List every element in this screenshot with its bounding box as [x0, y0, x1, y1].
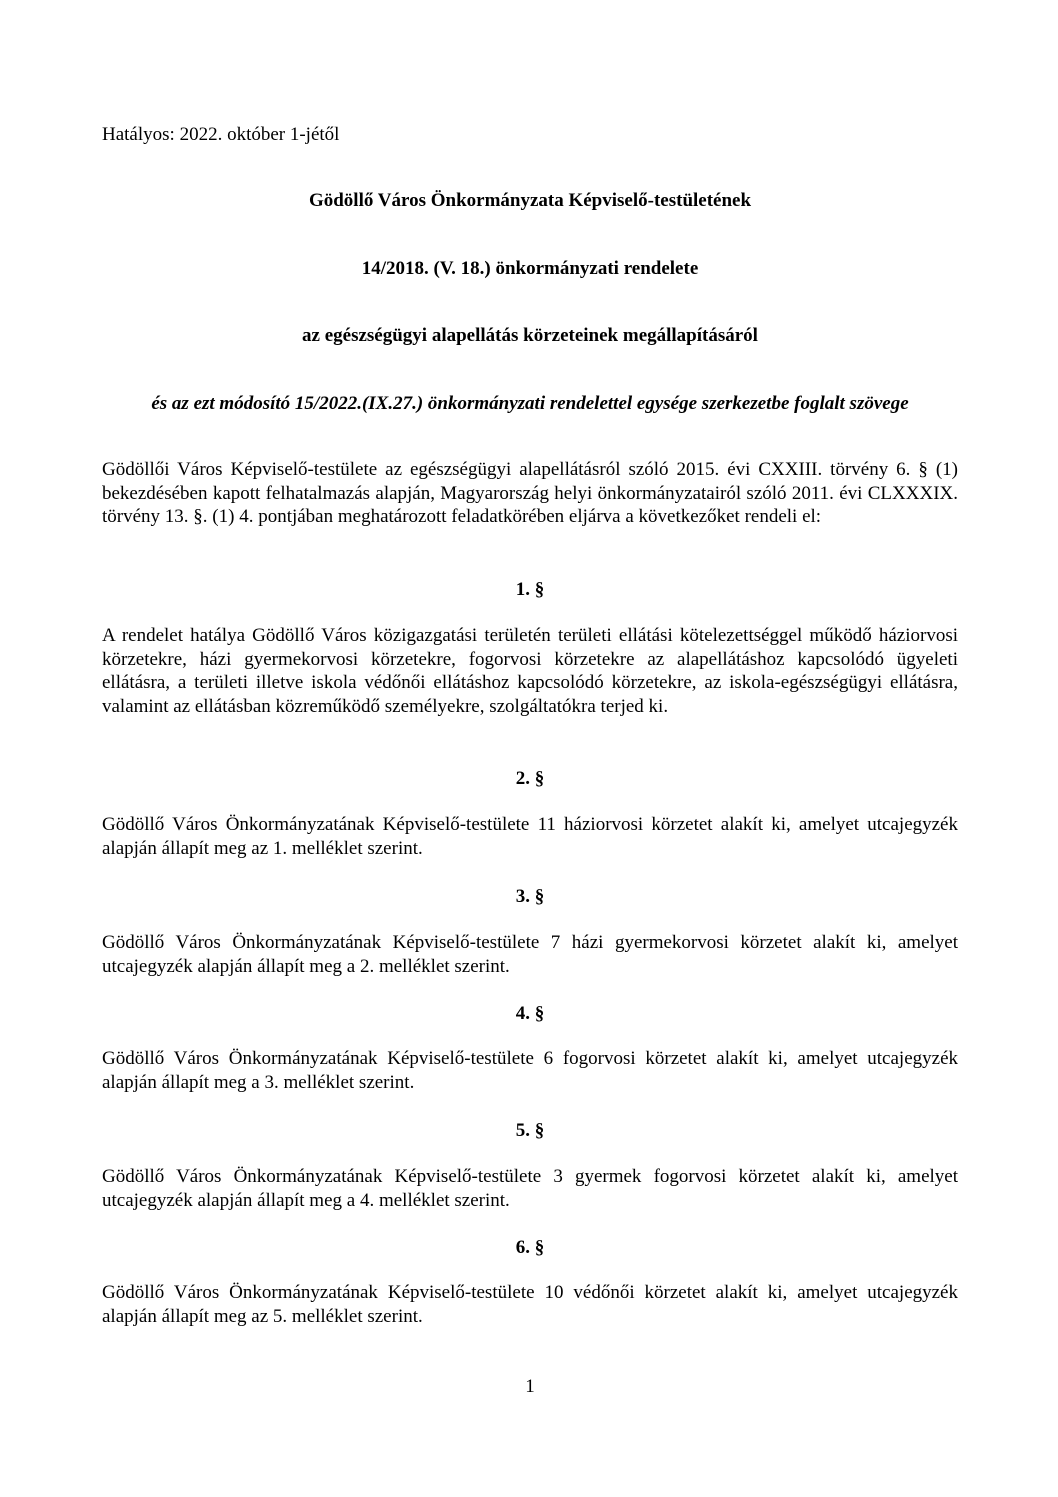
section-text-1: A rendelet hatálya Gödöllő Város közigazgatási területén területi ellátási kötelezettséggel működő háziorvosi körzetekre, házi gyermekorvosi körzetekre, fogorvosi körzetekre az alapellátáshoz kapcsolódó ügyeleti ellátásra, a területi illetve iskola védőnői ellátáshoz kapcsolódó körzetekre, az iskola-egészségügyi ellátásra, valamint az ellátásban közreműködő személyekre, szolgáltatókra terjed ki. [102, 625, 958, 717]
section-heading-2: 2. § [515, 768, 545, 789]
title-issuer: Gödöllő Város Önkormányzata Képviselő-testületének [308, 190, 752, 211]
section-text-3: Gödöllő Város Önkormányzatának Képviselő-testülete 7 házi gyermekorvosi körzetet alakít ki, amelyet utcajegyzék alapján állapít meg a 2. melléklet szerint. [102, 932, 958, 977]
section-text-5: Gödöllő Város Önkormányzatának Képviselő-testülete 3 gyermek fogorvosi körzetet alakít ki, amelyet utcajegyzék alapján állapít meg a 4. melléklet szerint. [102, 1166, 958, 1211]
section-text-2: Gödöllő Város Önkormányzatának Képviselő-testülete 11 háziorvosi körzetet alakít ki, amelyet utcajegyzék alapján állapít meg az 1. melléklet szerint. [102, 814, 958, 859]
effective-date: Hatályos: 2022. október 1-jétől [102, 124, 340, 145]
section-heading-4: 4. § [515, 1003, 545, 1024]
preamble: Gödöllői Város Képviselő-testülete az egészségügyi alapellátásról szóló 2015. évi CXXIII. törvény 6. § (1) bekezdésében kapott felhatalmazás alapján, Magyarország helyi önkormányzatairól szóló 2011. évi CLXXXIX. törvény 13. §. (1) 4. pontjában meghatározott feladatkörében eljárva a következőket rendeli el: [102, 459, 958, 527]
title-decree-number: 14/2018. (V. 18.) önkormányzati rendelete [361, 258, 699, 279]
section-text-4: Gödöllő Város Önkormányzatának Képviselő-testülete 6 fogorvosi körzetet alakít ki, amelyet utcajegyzék alapján állapít meg a 3. melléklet szerint. [102, 1048, 958, 1093]
title-subject: az egészségügyi alapellátás körzeteinek megállapításáról [302, 325, 758, 346]
title-consolidation-note: és az ezt módosító 15/2022.(IX.27.) önkormányzati rendelettel egysége szerkezetbe foglalt szövege [151, 393, 909, 414]
page-number: 1 [525, 1376, 535, 1397]
section-heading-6: 6. § [515, 1237, 545, 1258]
section-heading-5: 5. § [515, 1120, 545, 1141]
section-text-6: Gödöllő Város Önkormányzatának Képviselő-testülete 10 védőnői körzetet alakít ki, amelyet utcajegyzék alapján állapít meg az 5. melléklet szerint. [102, 1282, 958, 1327]
section-heading-3: 3. § [515, 886, 545, 907]
section-heading-1: 1. § [515, 579, 545, 600]
